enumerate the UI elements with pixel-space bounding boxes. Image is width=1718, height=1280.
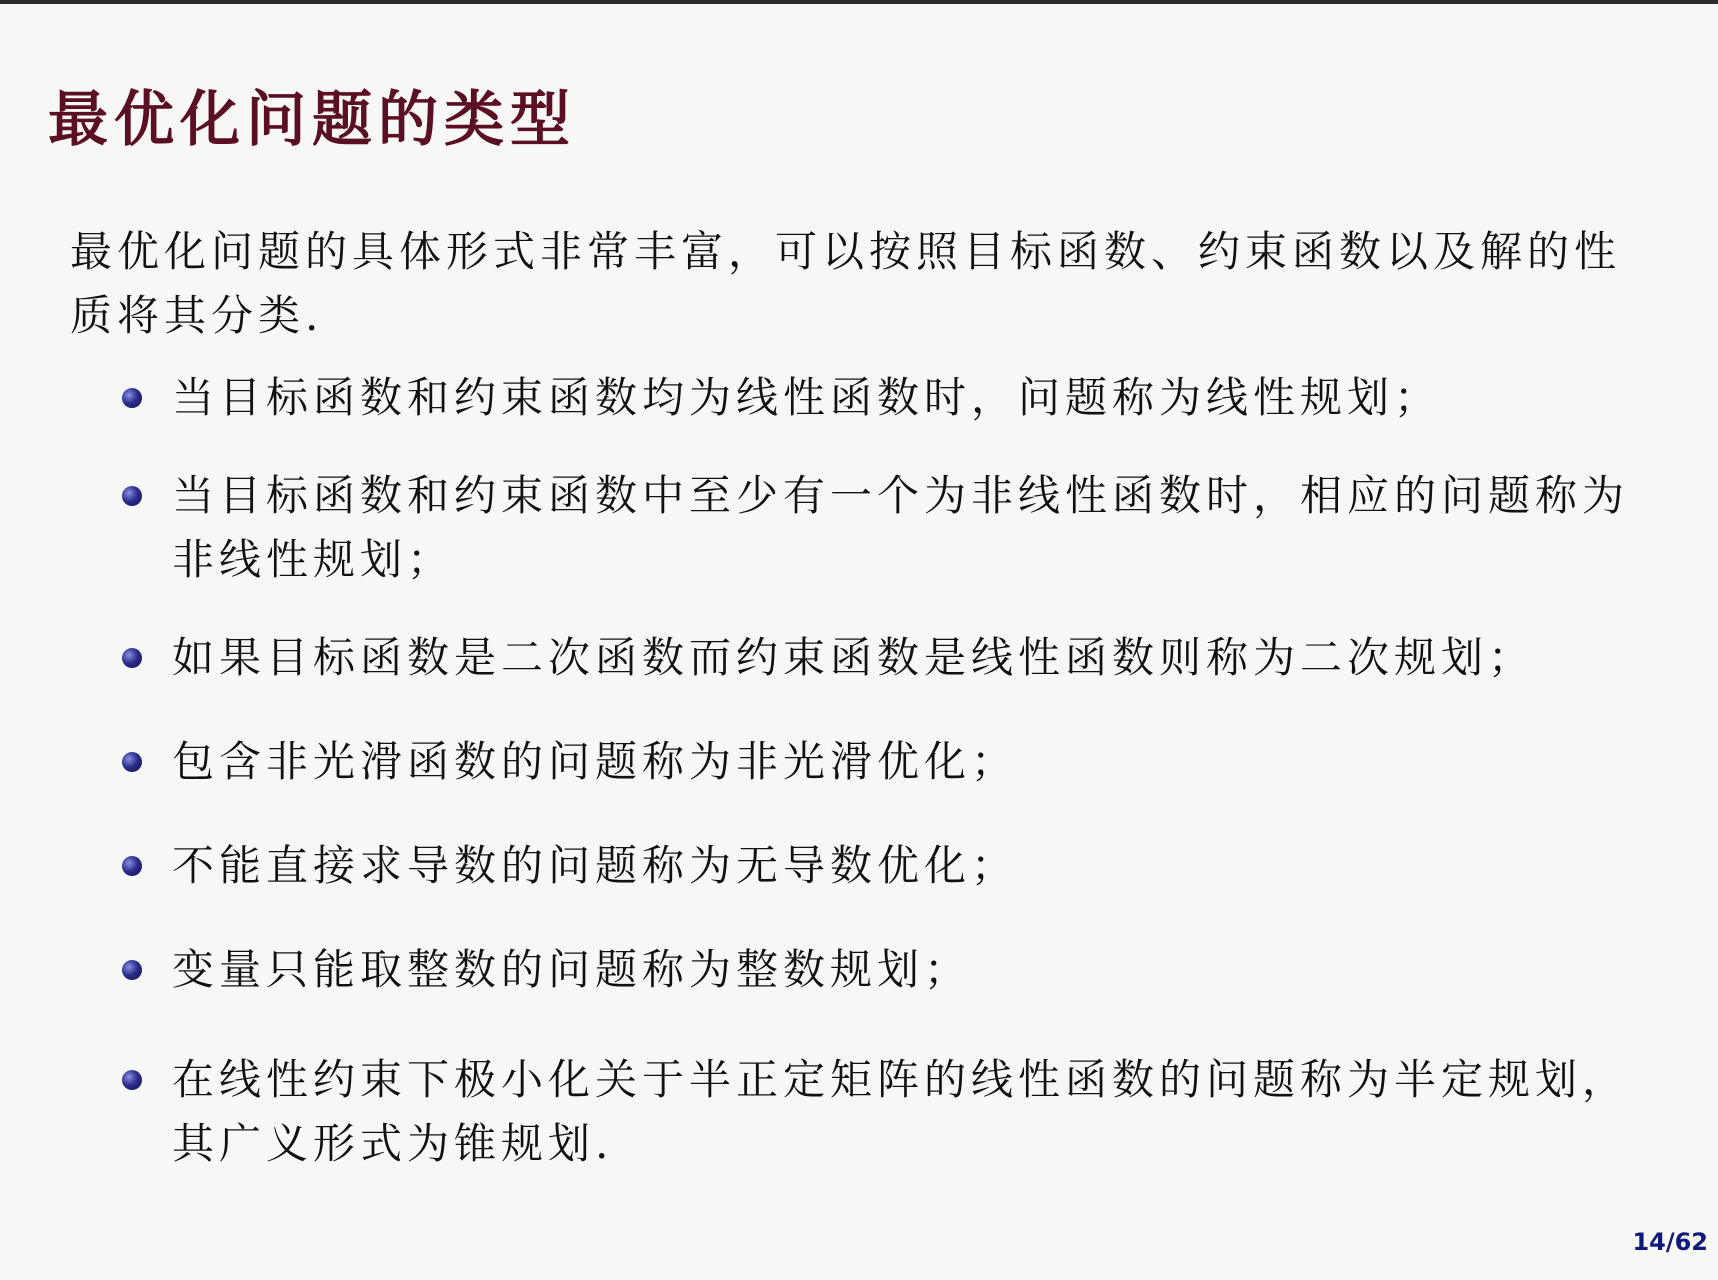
- bullet-text: 包含非光滑函数的问题称为非光滑优化；: [172, 737, 1019, 786]
- bullet-text: 变量只能取整数的问题称为整数规划；: [172, 945, 972, 994]
- bullet-icon: [122, 1070, 142, 1090]
- bullet-text: 当目标函数和约束函数均为线性函数时，问题称为线性规划；: [172, 373, 1442, 422]
- slide-title: 最优化问题的类型: [48, 85, 576, 156]
- bullet-icon: [122, 752, 142, 772]
- top-border: [0, 0, 1718, 4]
- bullet-text: 在线性约束下极小化关于半正定矩阵的线性函数的问题称为半定规划，其广义形式为锥规划.: [172, 1055, 1630, 1168]
- bullet-text: 不能直接求导数的问题称为无导数优化；: [172, 841, 1019, 890]
- bullet-icon: [122, 486, 142, 506]
- bullet-text: 当目标函数和约束函数中至少有一个为非线性函数时，相应的问题称为非线性规划；: [172, 471, 1630, 584]
- intro-paragraph: 最优化问题的具体形式非常丰富，可以按照目标函数、约束函数以及解的性质将其分类.: [70, 227, 1622, 340]
- bullet-icon: [122, 856, 142, 876]
- bullet-text: 如果目标函数是二次函数而约束函数是线性函数则称为二次规划；: [172, 633, 1536, 682]
- bullet-icon: [122, 388, 142, 408]
- page-number: 14/62: [1632, 1228, 1708, 1256]
- bullet-icon: [122, 648, 142, 668]
- bullet-icon: [122, 960, 142, 980]
